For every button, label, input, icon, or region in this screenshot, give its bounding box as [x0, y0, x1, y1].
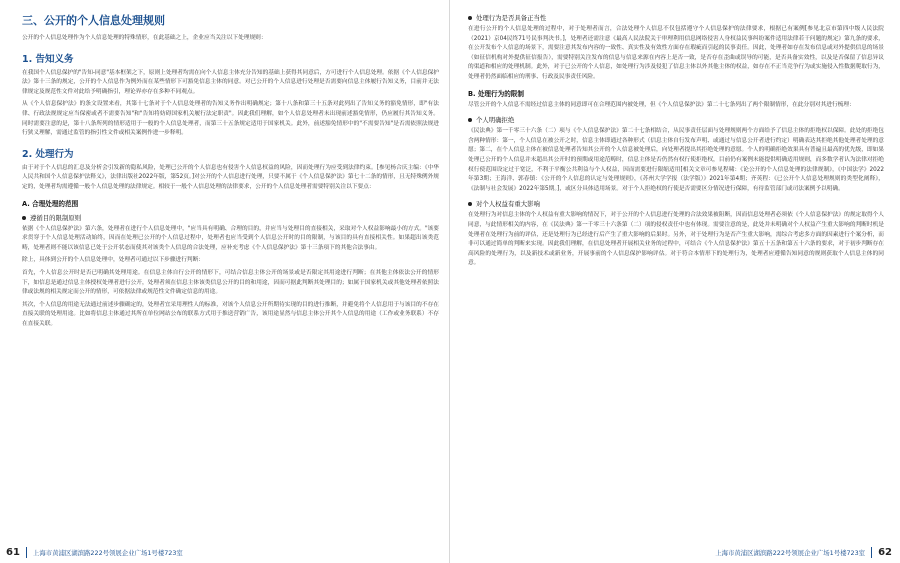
bullet-dot-icon — [22, 216, 26, 220]
bullet-dot-icon — [468, 16, 472, 20]
page-number: 61 — [6, 546, 20, 558]
bullet-item — [468, 13, 884, 22]
bullet-label: 个人明确拒绝 — [476, 116, 515, 125]
intro-paragraph: 公开的个人信息处理作为个人信息处理的特殊情形，在此基础之上，企业应当关注以下处理规则： — [22, 35, 267, 41]
bullet-item — [22, 213, 439, 222]
bullet-label: 遵循目的限制原则 — [30, 213, 82, 222]
bullet-item — [468, 115, 884, 124]
page-number: 62 — [878, 546, 892, 558]
paragraph: 其次，个人信息的用途无法通过前述步骤确定的，处理者宜采用理性人的标准，对该个人信息公开所期待实现的目的进行推断，并避免将个人信息用于与该目的不存在直接关联的处理用途。比如将信息主体通过其所在单位网站公布的联系方式用于推送营销广告，该用途显然与信息主体公开其个人信息的用途（工作或业务联系）不存在直接关联。 — [22, 301, 439, 327]
left-page-content — [22, 8, 439, 540]
bullet-label: 处理行为是否具备正当性 — [476, 14, 547, 22]
bullet-dot-icon — [468, 118, 472, 122]
paragraph: 从《个人信息保护法》的条文设置来看，其第十七条对于个人信息处理者的告知义务作出明确规定；第十八条和第三十五条对此列出了告知义务的豁免情形，即"有法律、行政法规规定应当保密或者不需要告知"和"告知将妨碍国家机关履行法定职责"。因此我们理解，如个人信息处理者未出现前述豁免情形，仍应履行其告知义务。同时需要注意的是，第十八条所列的情形适用于一般的个人信息处理者，而第三十五条规定适用于国家机关。此外，前述豁免情形中的"不需要告知"是否需依照法规进行狭义理解，需通过监管的指引性文件或相关案例作进一步释明。 — [22, 101, 439, 137]
left-page-footer — [0, 541, 449, 563]
heading-processing-behavior: 2. 处理行为 — [22, 148, 74, 160]
bullet-label: 对个人权益有重大影响 — [476, 200, 540, 209]
paragraph: 依据《个人信息保护法》第六条，处理者在进行个人信息处理中，"应当具有明确、合理的目的，并应当与处理目的直接相关，采取对个人权益影响最小的方式。"该要求贯穿于个人信息处理活动始终，因而在处理已公开的个人信息过程中，处理者也应当受到个人信息公开时的目的限制，与该目的具有直接相关性。如果超出该类范畴，处理者则不能以该信息已处于公开状态而使其对该类个人信息的合法处理，应补充考虑《个人信息保护法》第十三条项下的其他合法事由。 — [22, 225, 439, 251]
right-page-content — [468, 8, 884, 540]
footer-divider — [26, 547, 27, 558]
paragraph: 尽管公开的个人信息不需经过信息主体的同意即可在合理范围内被处理，但《个人信息保护法》第二十七条列出了两个限制情形，在此分别对其进行梳理： — [468, 101, 855, 108]
right-page — [450, 0, 900, 563]
footer-divider — [871, 547, 872, 558]
heading-notice-obligation: 1. 告知义务 — [22, 53, 74, 65]
paragraph: 《民法典》第一千零三十六条（二）项与《个人信息保护法》第二十七条相结合，从民事责任层面与处理规则两个方面给予了信息主体的拒绝权以保障。此处的拒绝包含两种情形：第一，个人信息在被公开之时，信息主体即通过各种形式（信息主体自行发布声明、或通过与信息公开者进行约定）明确表达其拒绝其他处理者处理的意愿；第二，在个人信息主体在被信息处理者告知其公开的个人信息被处理后，向处理者提出其拒绝处理的意愿。个人的明确拒绝效果具有普遍且最高的优先级，即如果处理已公开的个人信息并未超出其公开时的预期或用途范畴时，信息主体是否仍然有权行使拒绝权，目前仍有案例未能提供明确适用规则，而多数学者认为法律对拒绝权行使范围设定过于宽泛，不利于平衡公共利益与个人权益，因而需要进行限缩适用[相关文章可参见程啸：《论公开的个人信息处理的法律规制》，《中国法学》2022年第3期；王海洋、郭春镇：《公开的个人信息的认定与处理规则》，《苏州大学学报（法学版）》2021年第4期；齐英程：《已公开个人信息处理规则的类型化阐释》，《法制与社会发展》2022年第5期。]，或区分具体适用场景。对于个人拒绝权的行使是否需要区分情况进行保障，有待监管部门或司法案例予以明确。 — [468, 128, 884, 192]
paragraph: 由于对于个人信息的汇总及分析会引发新的隐私风险，处理已公开的个人信息也有侵害个人信息权益的风险，因而处理行为应受到法律约束。[参见杨合庆主编：《中华人民共和国个人信息保护法释义》，法律出版社2022年版，第52页。]对公开的个人信息进行处理，只要不属于《个人信息保护法》第七十二条的情形，且无特殊例外规定的，处理者均需遵循一般个人信息处理的法律规定。相较于一般个人信息处理的法律要求，公开的个人信息处理者需要特别关注以下要点： — [22, 164, 439, 190]
paragraph: 除上，具体到公开的个人信息处理中，处理者可通过以下步骤进行判断： — [22, 257, 204, 264]
paragraph: 首先，个人信息公开时是否已明确其处理用途。在信息主体自行公开的情形下，可结合信息主体公开的场景或是否限定其用途进行判断；在其他主体依法公开的情形下，如信息是通过信息主体授权处理者进行公开，处理者须在信息主体该类信息公开的目的和用途，因而可据此判断其处理目的；如属于国家机关或其他处理者依照法律或法规的相关规定而公开的情形，可依据法律或规范性文件确定信息的用途。 — [22, 269, 439, 296]
bullet-dot-icon — [468, 202, 472, 206]
right-page-footer — [450, 541, 900, 563]
section-title: 三、公开的个人信息处理规则 — [22, 14, 165, 27]
paragraph: 在进行公开的个人信息处理的过程中，对于处理者而言，合法处理个人信息不仅包括遵守个人信息保护的法律要求，根据已有案例[参见北京市第四中级人民法院（2021）京04民终71号民事判决书。]，处理者还需注意《最高人民法院关于审理利用信息网络侵害人身权益民事纠纷案件适用法律若干问题的规定》第九条的要求，在公开发布个人信息的场景下，需要注意其发布内容的一致性、真实性及有效性方面存在瑕疵而引起的民事责任。因此，处理者如存在发布信息或对外提供信息的场景（如征信机构对外提供征信报告），需要特别关注发布的信息与信息来源在内容上是否一致，是否存在歪曲或误导的可能，是否具备实效性，以及是否保留了信息异议的渠道和相应的处理机制。此外，对于已公开的个人信息，如处理行为涉及侵犯了信息主体以外其他主体的权益，如存在不正当竞争行为或实施侵入性数据爬取行为，处理者仍然面临相应的刑事、行政及民事责任风险。 — [468, 26, 884, 80]
paragraph: 在处理行为对信息主体的个人权益有重大影响的情况下，对于公开的个人信息进行处理的合法效果被阻断，因而信息处理者必须依《个人信息保护法》的规定取得个人同意，与此情形相关的内容，在《民法典》第一千零三十六条第（二）项的侵权责任中也有体现。需要注意的是，此处并未明确对个人权益产生重大影响的判断时机是处理者在处理行为前的评估，还是处理行为已经进行后产生了重大影响的后果时。另外，对于处理行为是否产生重大影响，需综合考虑多方面的因素进行个案分析，而非可以通过简单的判断来实现。因此我们理解，在信息处理者开展相关业务的过程中，可结合《个人信息保护法》第五十五条和第五十六条的要求，对于初步判断存在高风险的处理行为，以及新技术或新业务，开展事前的个人信息保护影响评估。对于符合本情形下的处理行为，处理者应遵循告知同意的规则获取个人信息主体的同意。 — [468, 212, 884, 267]
heading-reasonable-scope: A. 合理处理的范围 — [22, 199, 79, 208]
footer-address: 上海市黄浦区湖滨路222号领展企业广场1号楼723室 — [715, 548, 866, 557]
footer-address: 上海市黄浦区湖滨路222号领展企业广场1号楼723室 — [32, 548, 183, 557]
heading-processing-limits: B. 处理行为的限制 — [468, 89, 524, 98]
bullet-item — [468, 199, 884, 208]
paragraph: 在我国个人信息保护的"告知-同意"基本框架之下，原则上处理者均需在向个人信息主体充分告知的基础上获得其同意后，方可进行个人信息处理。依据《个人信息保护法》第十三条的规定，公开的个人信息作为例外而在某些情形下可豁免信息主体的同意。对已公开的个人信息进行处理是否需要向信息主体履行告知义务，目前并无法律规定及规范性文件对此给予明确指引，理论界亦存在多种不同观点。 — [22, 69, 439, 95]
